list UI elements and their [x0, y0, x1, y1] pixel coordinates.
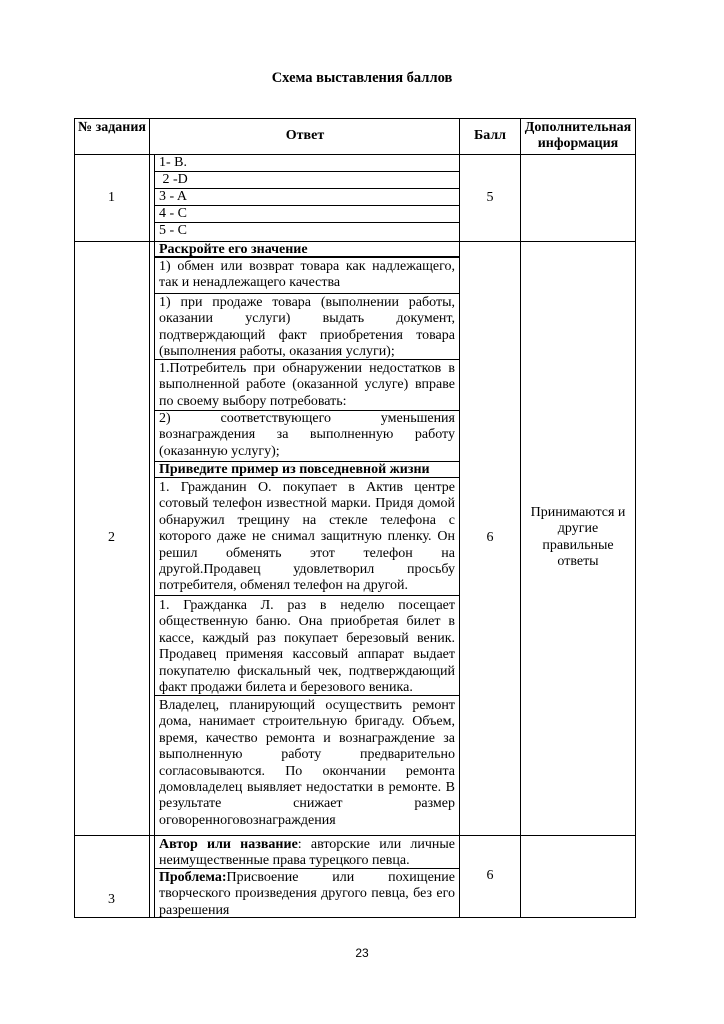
task3-problem-label: Проблема:	[159, 870, 227, 885]
task1-answer-text: 2 -D	[159, 172, 188, 187]
task2-meaning-2: 1) при продаже товара (выполнении работы, оказании услуги) выдать документ, подтверждающий факт приобретения товара (выполнения работы, оказания услуги);	[154, 293, 460, 360]
task3-problem-text: Присвоение или похищение творческого произведения другого певца, без его разрешения	[159, 870, 455, 918]
header-extra-info: Дополнительная информация	[524, 120, 632, 152]
task2-heading-text: Раскройте его значение	[159, 242, 308, 257]
table-border-right	[635, 118, 636, 918]
task1-answer-text: 3 - A	[159, 189, 187, 204]
task3-author	[154, 835, 460, 869]
col-divider-3	[520, 118, 521, 918]
task2-score: 6	[486, 530, 494, 545]
task2-meaning-4: 2) соответствующего уменьшения вознаграждения за выполненную работу (оказанную услугу);	[154, 410, 460, 462]
scoring-table	[74, 118, 636, 918]
task1-number: 1	[108, 190, 115, 205]
task2-heading-text: Приведите пример из повседневной жизни	[159, 462, 430, 477]
task1-answer-text: 4 - C	[159, 206, 187, 221]
task3-problem	[154, 868, 460, 918]
task2-heading-meaning	[154, 241, 460, 257]
task2-meaning-1: 1) обмен или возврат товара как надлежащего, так и ненадлежащего качества	[154, 257, 460, 294]
page-title: Схема выставления баллов	[271, 70, 453, 86]
task1-answer-3	[154, 188, 460, 206]
task1-answer-text: 1- B.	[159, 155, 187, 170]
task3-author-label: Автор или название	[159, 837, 298, 852]
task2-example-3: Владелец, планирующий осуществить ремонт дома, нанимает строительную бригаду. Объем, время, качество ремонта и вознаграждение за выполненную работу предварительно согласовываются. По окончании ремонта домовладелец выявляет недостатки в ремонте. В результате снижает размер оговоренноговознаграждения	[154, 695, 460, 836]
task1-answer-2	[154, 171, 460, 189]
task3-score: 6	[486, 868, 494, 883]
task1-answer-text: 5 - C	[159, 223, 187, 238]
task2-example-1: 1. Гражданин О. покупает в Актив центре сотовый телефон известной марки. Придя домой обнаружил трещину на стекле телефона с которого даже не снимал защитную пленку. Он решил обменять этот телефон на другой.Продавец удовлетворил просьбу потребителя, обменял телефон на другой.	[154, 477, 460, 596]
task3-author-text: : авторские или личные неимущественные права турецкого певца.	[159, 837, 456, 869]
header-answer: Ответ	[285, 128, 325, 143]
task2-example-2: 1. Гражданка Л. раз в неделю посещает общественную баню. Она приобретая билет в кассе, каждый раз покупает березовый веник. Продавец применяя кассовый аппарат выдает покупателю фискальный чек, подтверждающий факт продажи билета и березового веника.	[154, 595, 460, 696]
task2-meaning-3: 1.Потребитель при обнаружении недостатков в выполненной работе (оказанной услуге) вправе по своему выбору потребовать:	[154, 359, 460, 411]
task1-score: 5	[486, 190, 494, 205]
task1-answer-1	[154, 154, 460, 172]
header-task-number: № задания	[78, 120, 146, 135]
header-score: Балл	[473, 128, 507, 143]
task1-answer-4	[154, 205, 460, 223]
page-number: 23	[355, 946, 369, 960]
col-divider-1	[149, 118, 150, 918]
table-border-left	[74, 118, 75, 918]
table-border-top	[74, 118, 636, 119]
task2-extra-info: Принимаются и другие правильные ответы	[530, 505, 626, 570]
task1-answer-5	[154, 222, 460, 242]
task3-number: 3	[108, 892, 115, 907]
task2-heading-example	[154, 461, 460, 478]
task2-number: 2	[108, 530, 115, 545]
